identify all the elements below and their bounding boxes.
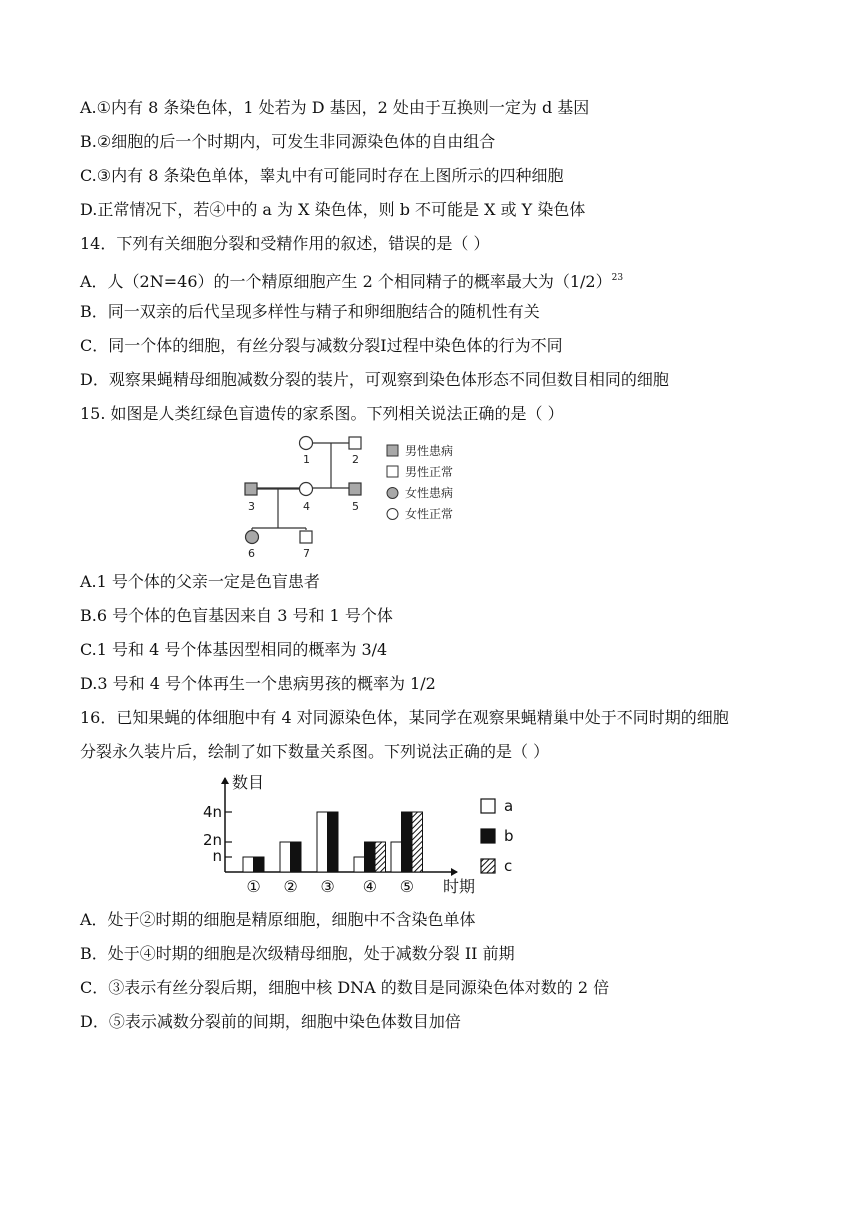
pedigree-number-1: 1 (303, 453, 310, 466)
bar-a-period-3 (317, 812, 328, 872)
pedigree-individual-3 (245, 483, 257, 495)
legend-female-affected: 女性患病 (405, 486, 454, 500)
bar-b-period-5 (402, 812, 413, 872)
y-tick-label-n: n (212, 847, 222, 865)
pedigree-number-5: 5 (352, 500, 359, 513)
legend-male-affected: 男性患病 (405, 444, 454, 458)
legend-b-swatch (481, 829, 495, 843)
pedigree-number-4: 4 (303, 500, 310, 513)
bar-b-period-3 (328, 812, 339, 872)
pedigree-number-3: 3 (248, 500, 255, 513)
q14-stem: 14．下列有关细胞分裂和受精作用的叙述，错误的是（ ） (80, 234, 490, 253)
x-category-label-5: ⑤ (399, 877, 414, 896)
x-category-label-4: ④ (362, 877, 377, 896)
q15-option-c: C.1 号和 4 号个体基因型相同的概率为 3/4 (80, 640, 388, 659)
q16-stem-line2: 分裂永久装片后，绘制了如下数量关系图。下列说法正确的是（ ） (80, 742, 550, 761)
q16-option-d: D．⑤表示减数分裂前的间期，细胞中染色体数目加倍 (80, 1012, 461, 1031)
legend-c-swatch (481, 859, 495, 873)
bar-b-period-2 (291, 842, 302, 872)
q13-option-c: C.③内有 8 条染色单体，睾丸中有可能同时存在上图所示的四种细胞 (80, 166, 564, 185)
pedigree-individual-1 (300, 437, 313, 450)
bar-a-period-5 (391, 842, 402, 872)
q16-option-b: B．处于④时期的细胞是次级精母细胞，处于减数分裂 II 前期 (80, 944, 515, 963)
q14-option-a-exponent: 23 (611, 273, 624, 283)
q15-option-d: D.3 号和 4 号个体再生一个患病男孩的概率为 1/2 (80, 674, 436, 693)
q15-option-a: A.1 号个体的父亲一定是色盲患者 (80, 572, 320, 591)
q13-option-b: B.②细胞的后一个时期内，可发生非同源染色体的自由组合 (80, 132, 496, 151)
legend-a-label: a (504, 797, 514, 815)
legend-female-normal: 女性正常 (405, 507, 454, 521)
legend-female-affected-icon (387, 488, 398, 499)
pedigree-individual-7 (300, 531, 312, 543)
bar-c-period-5 (412, 812, 423, 872)
legend-b-label: b (504, 827, 514, 845)
legend-a-swatch (481, 799, 495, 813)
pedigree-individual-4 (300, 483, 313, 496)
pedigree-individual-5 (349, 483, 361, 495)
x-category-label-1: ① (246, 877, 261, 896)
bar-a-period-2 (280, 842, 291, 872)
legend-female-normal-icon (387, 509, 398, 520)
q16-option-c: C．③表示有丝分裂后期，细胞中核 DNA 的数目是同源染色体对数的 2 倍 (80, 978, 610, 997)
legend-male-affected-icon (387, 445, 398, 456)
pedigree-number-7: 7 (303, 547, 310, 560)
q14-option-a-text: A．人（2N=46）的一个精原细胞产生 2 个相同精子的概率最大为（1/2） (80, 272, 612, 291)
q15-option-b: B.6 号个体的色盲基因来自 3 号和 1 号个体 (80, 606, 393, 625)
bar-c-period-4 (375, 842, 386, 872)
pedigree-chart (235, 435, 480, 563)
q14-option-b: B．同一双亲的后代呈现多样性与精子和卵细胞结合的随机性有关 (80, 302, 540, 321)
q14-option-a (80, 266, 623, 294)
y-tick-label-4n: 4n (202, 803, 222, 821)
bar-b-period-4 (365, 842, 376, 872)
x-category-label-2: ② (283, 877, 298, 896)
q16-option-a: A．处于②时期的细胞是精原细胞，细胞中不含染色单体 (80, 910, 476, 929)
legend-male-normal: 男性正常 (405, 465, 454, 479)
y-tick-label-2n: 2n (202, 831, 222, 849)
legend-male-normal-icon (387, 466, 398, 477)
pedigree-number-6: 6 (248, 547, 255, 560)
bar-chart (195, 768, 535, 903)
q13-option-a: A.①内有 8 条染色体，1 处若为 D 基因，2 处由于互换则一定为 d 基因 (80, 98, 590, 117)
pedigree-individual-6 (246, 531, 259, 544)
q13-option-d: D.正常情况下，若④中的 a 为 X 染色体，则 b 不可能是 X 或 Y 染色体 (80, 200, 586, 219)
x-axis-label: 时期 (443, 877, 476, 896)
bar-a-period-4 (354, 857, 365, 872)
q16-stem-line1: 16．已知果蝇的体细胞中有 4 对同源染色体，某同学在观察果蝇精巢中处于不同时期的细胞 (80, 708, 729, 727)
x-category-label-3: ③ (320, 877, 335, 896)
q14-option-d: D．观察果蝇精母细胞减数分裂的装片，可观察到染色体形态不同但数目相同的细胞 (80, 370, 669, 389)
y-axis-label: 数目 (232, 773, 265, 792)
q14-option-c: C．同一个体的细胞，有丝分裂与减数分裂Ⅰ过程中染色体的行为不同 (80, 336, 563, 355)
q15-stem: 15. 如图是人类红绿色盲遗传的家系图。下列相关说法正确的是（ ） (80, 404, 564, 423)
pedigree-number-2: 2 (352, 453, 359, 466)
legend-c-label: c (504, 857, 513, 875)
pedigree-individual-2 (349, 437, 361, 449)
bar-a-period-1 (243, 857, 254, 872)
bar-b-period-1 (254, 857, 265, 872)
